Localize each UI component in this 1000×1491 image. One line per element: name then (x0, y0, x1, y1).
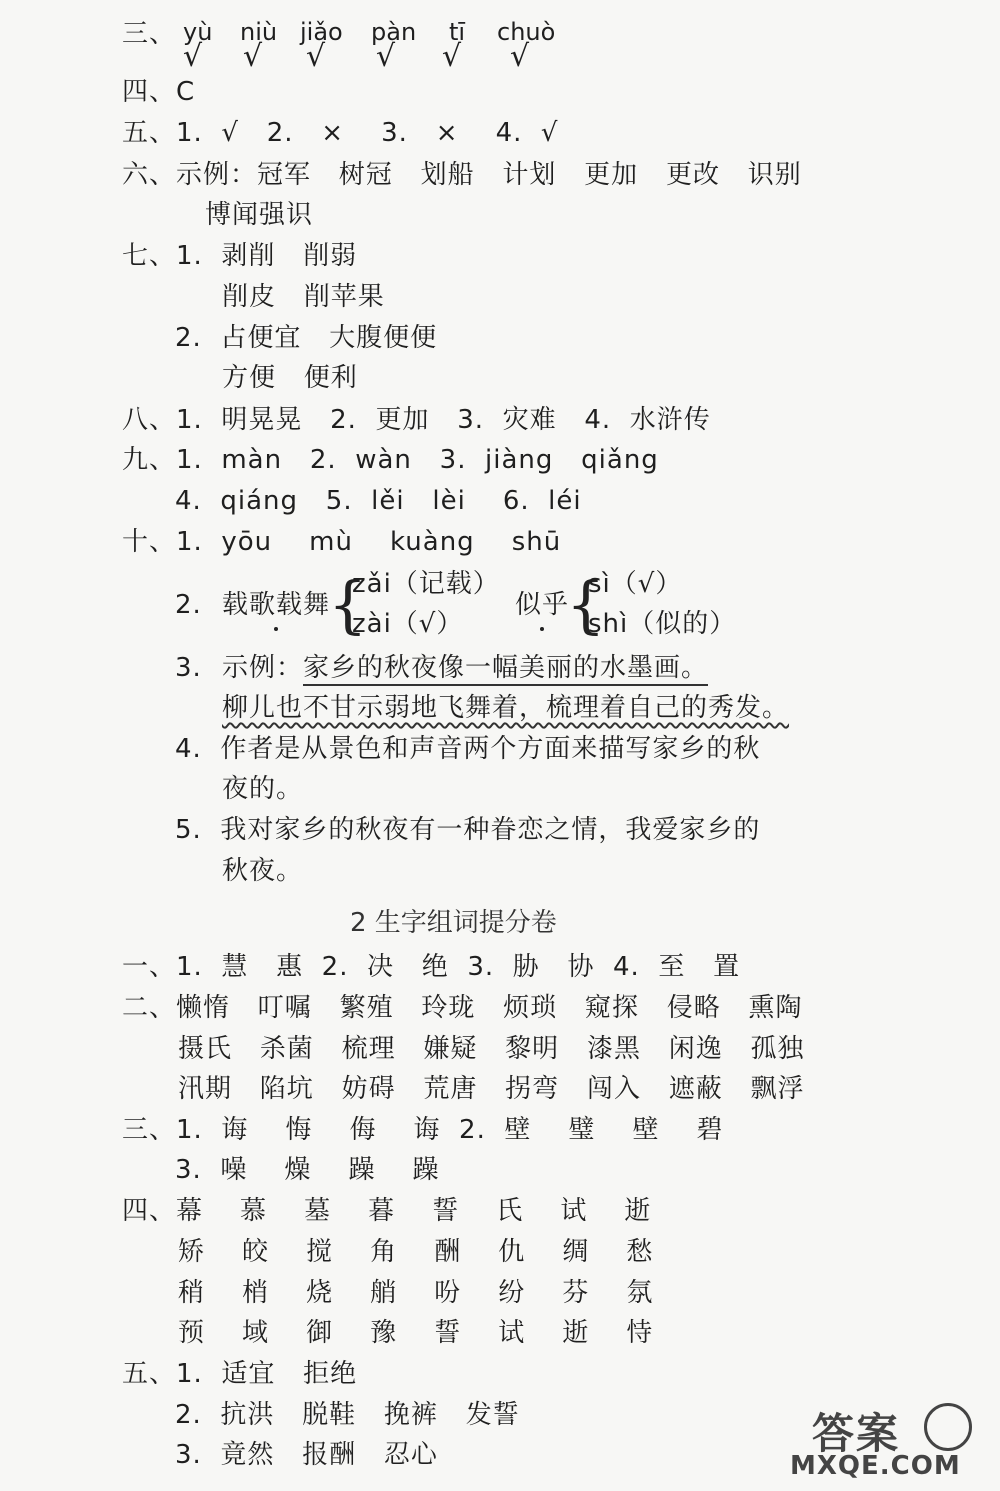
q10-2-word2-text: 似乎 (515, 590, 570, 620)
q7-1: 七、1. 剥削 削弱 (122, 241, 358, 271)
q10-3-line2 (222, 692, 789, 724)
q10-4-cont: 夜的。 (222, 774, 304, 804)
q3-pinyin-3: jiǎo (300, 18, 343, 46)
s2-q5-2: 2. 抗洪 脱鞋 挽裤 发誓 (175, 1400, 520, 1430)
q10-2-opt1-bottom: zài（√） (352, 609, 464, 639)
q10-1: 十、1. yōu mù kuàng shū (122, 527, 562, 557)
s2-q4-row4: 预 域 御 豫 誓 试 逝 恃 (178, 1318, 654, 1348)
q10-4: 4. 作者是从景色和声音两个方面来描写家乡的秋 (175, 734, 761, 764)
tick-mark: √ (510, 39, 530, 74)
tick-mark: √ (442, 39, 462, 74)
q10-2-word1-text: 载歌载舞 (222, 590, 331, 620)
s2-q4-row2: 矫 皎 搅 角 酬 仇 绸 愁 (178, 1237, 654, 1267)
q10-3-wavy: 柳儿也不甘示弱地飞舞着，梳理着自己的秀发。 (222, 693, 790, 723)
q7-2-cont: 方便 便利 (222, 363, 358, 393)
s2-q3-row2: 3. 噪 燥 躁 躁 (175, 1155, 440, 1185)
s2-q5-3: 3. 竟然 报酬 忍心 (175, 1440, 438, 1470)
q10-5-cont: 秋夜。 (222, 856, 304, 886)
q10-2-opt2-bottom: shì（似的） (588, 609, 737, 639)
q3-label: 三、 (122, 19, 177, 49)
tick-mark: √ (243, 39, 263, 74)
tick-mark: √ (376, 39, 396, 74)
s2-q1: 一、1. 慧 惠 2. 决 绝 3. 胁 协 4. 至 置 (122, 952, 741, 982)
q3-pinyin-6: chuò (497, 18, 556, 46)
watermark-logo-text: 答案 (812, 1409, 901, 1458)
q10-2-num: 2. (175, 590, 202, 620)
watermark-circle-icon (924, 1403, 972, 1451)
s2-q2-row1: 二、懒惰 叮嘱 繁殖 玲珑 烦琐 窥探 侵略 熏陶 (122, 993, 803, 1023)
q10-3-prefix: 示例： (222, 653, 304, 683)
brace-icon: { (566, 568, 606, 641)
q9-2: 4. qiáng 5. lěi lèi 6. léi (175, 486, 582, 516)
q5-answer: 五、1. √ 2. × 3. × 4. √ (122, 118, 559, 148)
q10-2-opt2-top: sì（√） (588, 569, 683, 599)
watermark-url: MXQE.COM (790, 1451, 961, 1481)
s2-q5-1: 五、1. 适宜 拒绝 (122, 1359, 358, 1389)
watermark-logo (782, 1401, 982, 1481)
q10-2-word1 (222, 589, 330, 621)
q10-3-line1 (222, 652, 708, 684)
q10-5: 5. 我对家乡的秋夜有一种眷恋之情，我爱家乡的 (175, 815, 761, 845)
q10-2-word2 (515, 589, 569, 621)
s2-q2-row3: 汛期 陷坑 妨碍 荒唐 拐弯 闯入 遮蔽 飘浮 (178, 1074, 805, 1104)
q3-pinyin-2: niù (240, 18, 278, 46)
q10-3-underlined: 家乡的秋夜像一幅美丽的水墨画。 (303, 653, 708, 686)
s2-q2-row2: 摄氏 杀菌 梳理 嫌疑 黎明 漆黑 闲逸 孤独 (178, 1034, 805, 1064)
s2-q3-row1: 三、1. 诲 悔 侮 诲 2. 壁 璧 壁 碧 (122, 1115, 724, 1145)
q7-2: 2. 占便宜 大腹便便 (175, 323, 438, 353)
q4-answer: 四、C (122, 77, 196, 107)
q3-pinyin-4: pàn (371, 18, 417, 46)
q9-1: 九、1. màn 2. wàn 3. jiàng qiǎng (122, 445, 659, 475)
s2-q4-row3: 稍 梢 烧 艄 吩 纷 芬 氛 (178, 1278, 654, 1308)
q6-answer-cont: 博闻强识 (205, 200, 314, 230)
tick-mark: √ (306, 39, 326, 74)
q3-pinyin-5: tī (449, 18, 466, 46)
q6-answer: 六、示例：冠军 树冠 划船 计划 更加 更改 识别 (122, 160, 802, 190)
q10-2-opt1-top: zǎi（记载） (352, 569, 500, 599)
q3-pinyin-1: yù (183, 18, 213, 46)
q8-answer: 八、1. 明晃晃 2. 更加 3. 灾难 4. 水浒传 (122, 405, 711, 435)
q10-3-num: 3. (175, 653, 202, 683)
s2-q4-row1: 四、幕 慕 墓 暮 誓 氏 试 逝 (122, 1196, 652, 1226)
tick-mark: √ (183, 39, 203, 74)
q7-1-cont: 削皮 削苹果 (222, 282, 385, 312)
section-title: 2 生字组词提分卷 (350, 908, 557, 938)
brace-icon: { (328, 568, 368, 641)
